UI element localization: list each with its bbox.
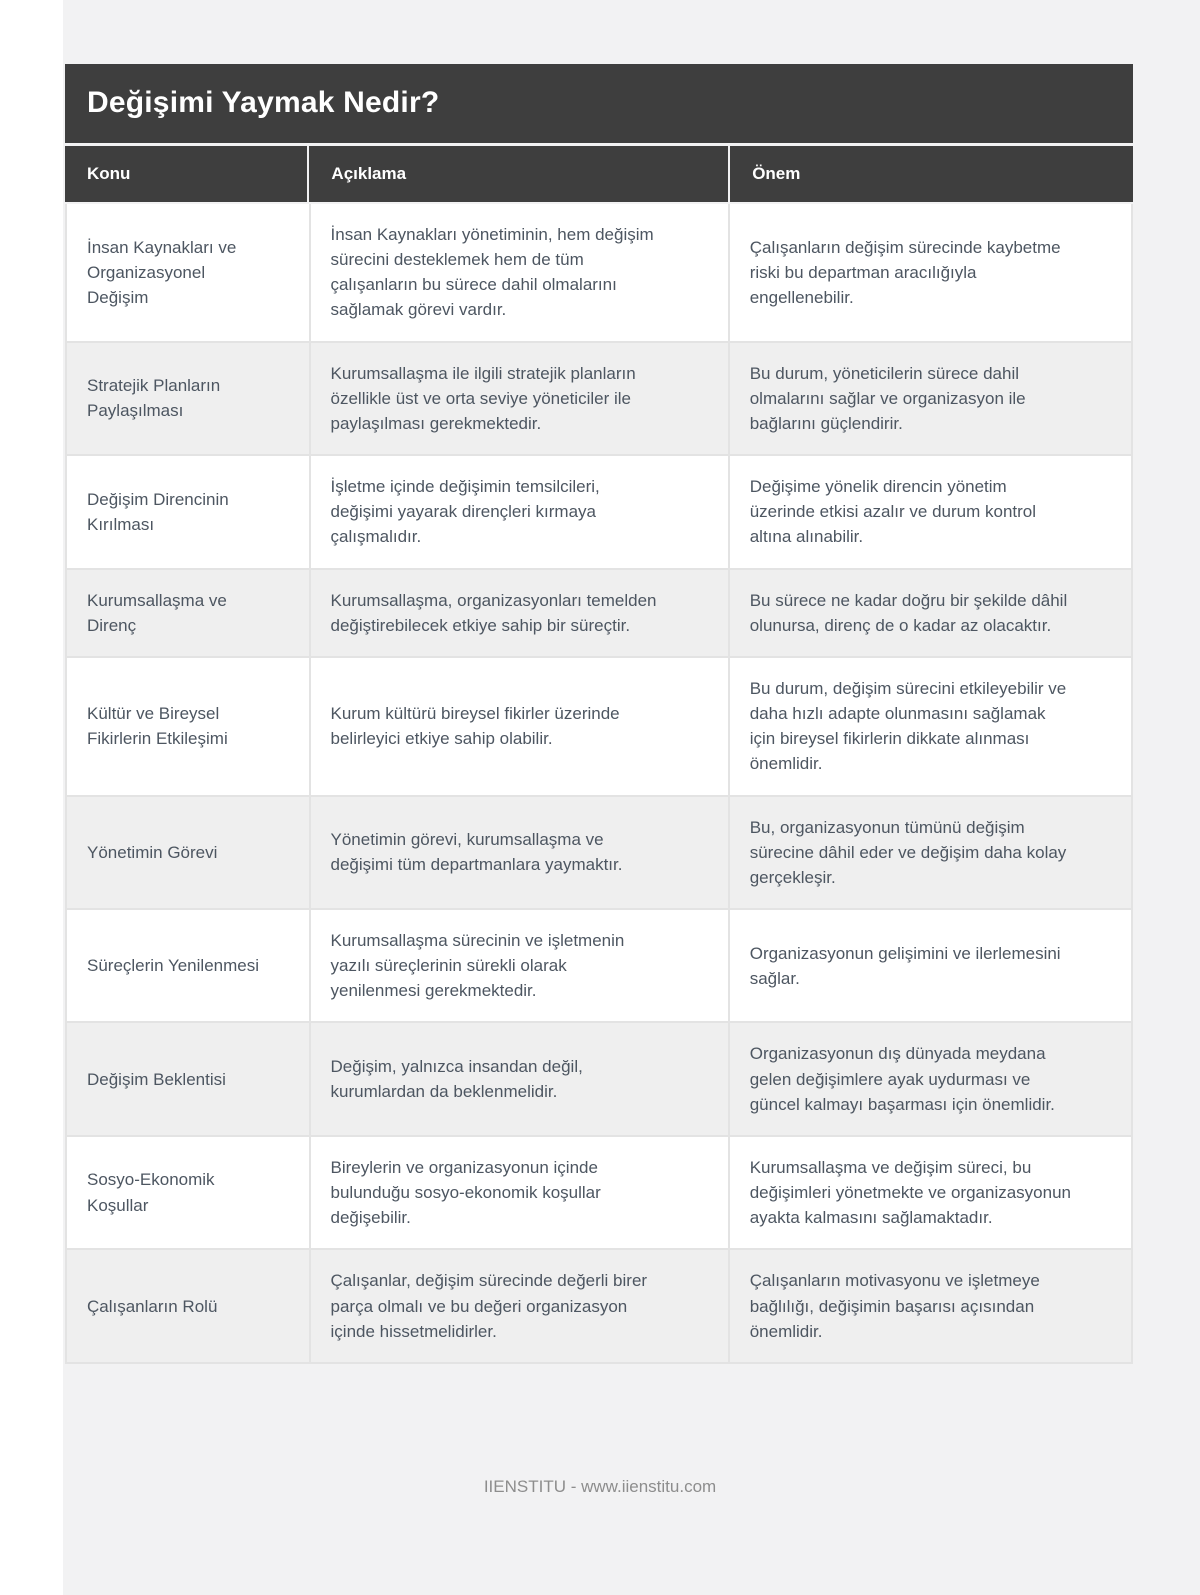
table-row	[67, 1021, 1131, 1134]
cell-onem	[728, 658, 1131, 795]
cell-aciklama	[309, 1137, 728, 1248]
cell-konu	[67, 343, 309, 454]
footer-credit: IIENSTITU - www.iienstitu.com	[483, 1477, 717, 1496]
table-body	[65, 204, 1133, 1364]
table-row	[67, 1135, 1131, 1248]
cell-aciklama	[309, 910, 728, 1021]
cell-text: Organizasyonun gelişimini ve ilerlemesini sağlar.	[749, 943, 1061, 988]
cell-aciklama	[309, 1250, 728, 1361]
page-title: Değişimi Yaymak Nedir?	[65, 64, 1133, 143]
cell-text: Değişim Direncinin Kırılması	[87, 489, 229, 534]
cell-aciklama	[309, 343, 728, 454]
cell-onem	[728, 797, 1131, 908]
cell-konu	[67, 658, 309, 795]
cell-text: Bireylerin ve organizasyonun içinde bulunduğu sosyo-ekonomik koşullar değişebilir.	[330, 1157, 601, 1228]
cell-text: İşletme içinde değişimin temsilcileri, değişimi yayarak dirençleri kırmaya çalışmalıdır.	[330, 477, 600, 547]
cell-text: Değişim Beklentisi	[87, 1069, 226, 1089]
table-row	[67, 341, 1131, 454]
cell-text: Kurumsallaşma ve Direnç	[87, 590, 227, 635]
cell-text: Kurum kültürü bireysel fikirler üzerinde belirleyici etkiye sahip olabilir.	[330, 704, 620, 749]
cell-text: Çalışanların motivasyonu ve işletmeye bağlılığı, değişimin başarısı açısından önemlidir.	[749, 1271, 1040, 1341]
cell-onem	[728, 910, 1131, 1021]
table-card	[65, 64, 1133, 1364]
cell-text: Stratejik Planların Paylaşılması	[87, 376, 221, 421]
cell-text: Çalışanlar, değişim sürecinde değerli birer parça olmalı ve bu değeri organizasyon içinde hissetmelidirler.	[330, 1271, 648, 1341]
table-row	[67, 795, 1131, 908]
cell-text: Organizasyonun dış dünyada meydana gelen değişimlere ayak uydurması ve güncel kalmayı başarması için önemlidir.	[749, 1044, 1055, 1114]
cell-aciklama	[309, 658, 728, 795]
cell-onem	[728, 456, 1131, 567]
cell-onem	[728, 570, 1131, 656]
cell-text: Sosyo-Ekonomik Koşullar	[87, 1170, 215, 1215]
cell-text: İnsan Kaynakları yönetiminin, hem değişim sürecini desteklemek hem de tüm çalışanların bu sürece dahil olmalarını sağlamak görevi vardır.	[330, 225, 654, 320]
cell-text: Çalışanların Rolü	[87, 1296, 218, 1316]
cell-text: Kültür ve Bireysel Fikirlerin Etkileşimi	[87, 704, 228, 749]
cell-text: Bu durum, değişim sürecini etkileyebilir ve daha hızlı adapte olunmasını sağlamak için bireysel fikirlerin dikkate alınması önemlidir.	[749, 678, 1067, 774]
cell-aciklama	[309, 456, 728, 567]
column-header-aciklama: Açıklama	[307, 146, 728, 202]
table-row	[67, 656, 1131, 795]
cell-konu	[67, 1023, 309, 1134]
cell-text: Bu durum, yöneticilerin sürece dahil olmalarını sağlar ve organizasyon ile bağlarını güçlendirir.	[749, 363, 1026, 433]
cell-text: Bu, organizasyonun tümünü değişim sürecine dâhil eder ve değişim daha kolay gerçekleşir.	[749, 817, 1067, 887]
table-row	[67, 1248, 1131, 1361]
cell-text: İnsan Kaynakları ve Organizasyonel Değişim	[87, 237, 237, 307]
cell-text: Kurumsallaşma ile ilgili stratejik planların özellikle üst ve orta seviye yöneticiler ile paylaşılması gerekmektedir.	[330, 363, 636, 433]
cell-text: Yönetimin Görevi	[87, 842, 218, 862]
cell-onem	[728, 1137, 1131, 1248]
table-row	[67, 908, 1131, 1021]
cell-aciklama	[309, 204, 728, 341]
cell-konu	[67, 570, 309, 656]
cell-onem	[728, 343, 1131, 454]
cell-text: Yönetimin görevi, kurumsallaşma ve değişimi tüm departmanlara yaymaktır.	[330, 830, 623, 875]
cell-aciklama	[309, 570, 728, 656]
column-header-konu: Konu	[87, 164, 131, 183]
cell-text: Süreçlerin Yenilenmesi	[87, 956, 259, 976]
cell-konu	[67, 797, 309, 908]
table-row	[67, 454, 1131, 567]
cell-onem	[728, 1250, 1131, 1361]
table-header-row	[65, 146, 1133, 202]
cell-text: Kurumsallaşma sürecinin ve işletmenin yazılı süreçlerinin sürekli olarak yenilenmesi gerekmektedir.	[330, 930, 625, 1001]
cell-text: Çalışanların değişim sürecinde kaybetme riski bu departman aracılığıyla engellenebilir.	[749, 237, 1061, 307]
cell-konu	[67, 910, 309, 1021]
cell-konu	[67, 1250, 309, 1361]
cell-aciklama	[309, 1023, 728, 1134]
cell-text: Değişim, yalnızca insandan değil, kurumlardan da beklenmelidir.	[330, 1057, 583, 1102]
column-header-onem: Önem	[728, 146, 1133, 202]
cell-text: Kurumsallaşma, organizasyonları temelden değiştirebilecek etkiye sahip bir süreçtir.	[330, 590, 657, 635]
cell-konu	[67, 204, 309, 341]
cell-text: Bu sürece ne kadar doğru bir şekilde dâhil olunursa, direnç de o kadar az olacaktır.	[749, 590, 1068, 635]
cell-onem	[728, 1023, 1131, 1134]
cell-text: Değişime yönelik direncin yönetim üzerinde etkisi azalır ve durum kontrol altına alınabilir.	[749, 477, 1037, 547]
cell-konu	[67, 1137, 309, 1248]
cell-onem	[728, 204, 1131, 341]
table-row	[67, 568, 1131, 656]
cell-text: Kurumsallaşma ve değişim süreci, bu değişimleri yönetmekte ve organizasyonun ayakta kalmasını sağlamaktadır.	[749, 1157, 1072, 1228]
page-left-margin	[0, 0, 63, 1595]
table-row	[67, 204, 1131, 341]
cell-aciklama	[309, 797, 728, 908]
cell-konu	[67, 456, 309, 567]
